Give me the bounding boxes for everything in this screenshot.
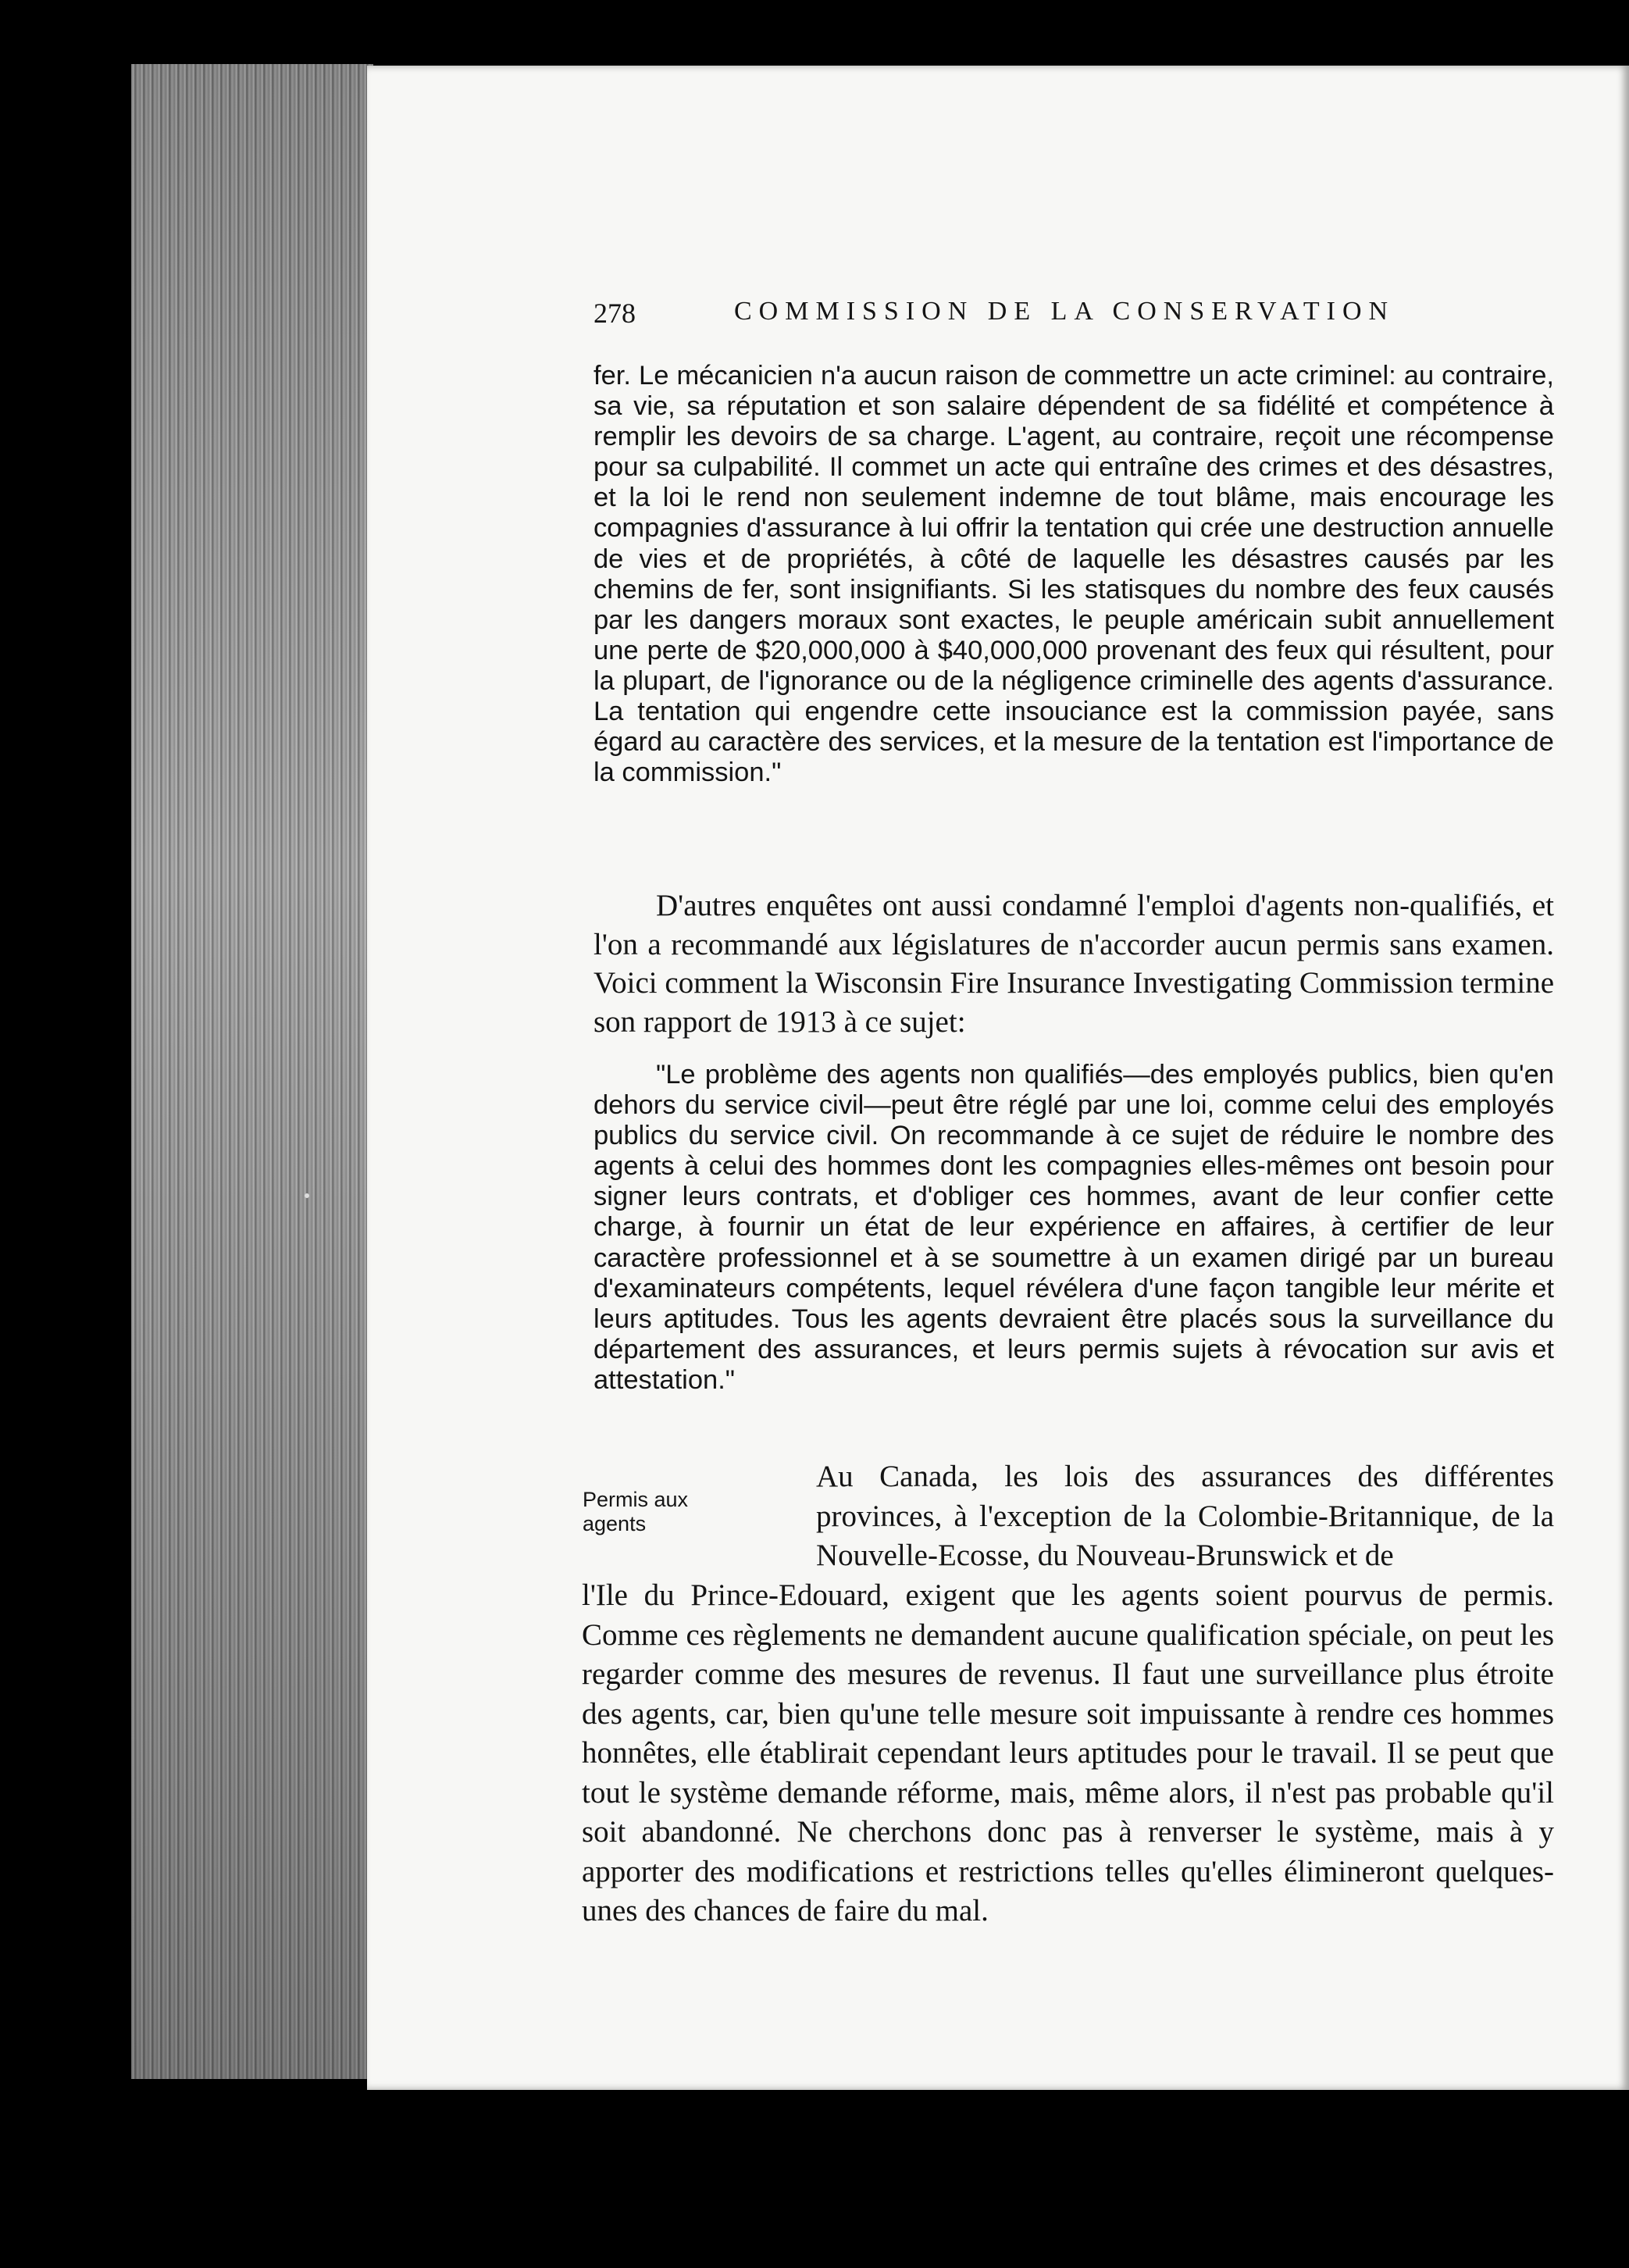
scan-speck	[305, 1193, 309, 1198]
body-paragraph-opening: Au Canada, les lois des assurances des différentes provinces, à l'exception de la Colombie-Britannique, de la Nouvelle-Ecosse, du Nouveau-Brunswick et de	[816, 1460, 1554, 1572]
quotation-continued: fer. Le mécanicien n'a aucun raison de commettre un acte criminel: au contraire, sa vie, sa réputation et son salaire dépendent de sa fidélité et compétence à remplir les devoirs de sa charge. L'agent, au contraire, reçoit une récompense pour sa culpabilité. Il commet un acte qui entraîne des crimes et des désastres, et la loi le rend non seulement indemne de tout blâme, mais encourage les compagnies d'assurance à lui offrir la tentation qui crée une destruction annuelle de vies et de propriétés, à côté de laquelle les désastres causés par les chemins de fer, sont insignifiants. Si les statisques du nombre des feux causés par les dangers moraux sont exactes, le peuple américain subit annuellement une perte de $20,000,000 à $40,000,000 provenant des feux qui résultent, pour la plupart, de l'ignorance ou de la négligence criminelle des agents d'assurance. La tentation qui engendre cette insouciance est la commission payée, sans égard au caractère des services, et la mesure de la tentation est l'importance de la commission."	[593, 361, 1554, 788]
margin-note: Permis aux agents	[583, 1488, 689, 1535]
body-paragraph: D'autres enquêtes ont aussi condamné l'emploi d'agents non-qualifiés, et l'on a recommandé aux législatures de n'accorder aucun permis sans examen. Voici comment la Wisconsin Fire Insurance Investigating Commission termine son rapport de 1913 à ce sujet:	[593, 889, 1554, 1039]
block-quotation: "Le problème des agents non qualifiés—des employés publics, bien qu'en dehors du service civil—peut être réglé par une loi, comme celui des employés publics du service civil. On recommande à ce sujet de réduire le nombre des agents à celui des hommes dont les compagnies elles-mêmes ont besoin pour signer leurs contrats, et d'obliger ces hommes, avant de leur confier cette charge, à fournir un état de leur expérience en affaires, à certifier de leur caractère professionnel et à se soumettre à un examen dirigé par un bureau d'examinateurs compétents, lequel révélera d'une façon tangible leur mérite et leurs aptitudes. Tous les agents devraient être placés sous la surveillance du département des assurances, et leurs permis sujets à révocation sur avis et attestation."	[593, 1060, 1554, 1395]
body-paragraph-continued: l'Ile du Prince-Edouard, exigent que les agents soient pourvus de permis. Comme ces règlements ne demandent aucune qualification spéciale, on peut les regarder comme des mesures de revenus. Il faut une surveillance plus étroite des agents, car, bien qu'une telle mesure soit impuissante à rendre ces hommes honnêtes, elle établirait cependant leurs aptitudes pour le travail. Il se peut que tout le système demande réforme, mais, même alors, il n'est pas probable qu'il soit abandonné. Ne cherchons donc pas à renverser le système, mais à y apporter des modifications et restrictions telles qu'elles élimineront quelques-unes des chances de faire du mal.	[582, 1578, 1554, 1927]
page-number: 278	[593, 298, 636, 329]
book-page-edges	[131, 64, 373, 2079]
running-head: COMMISSION DE LA CONSERVATION	[734, 297, 1396, 326]
